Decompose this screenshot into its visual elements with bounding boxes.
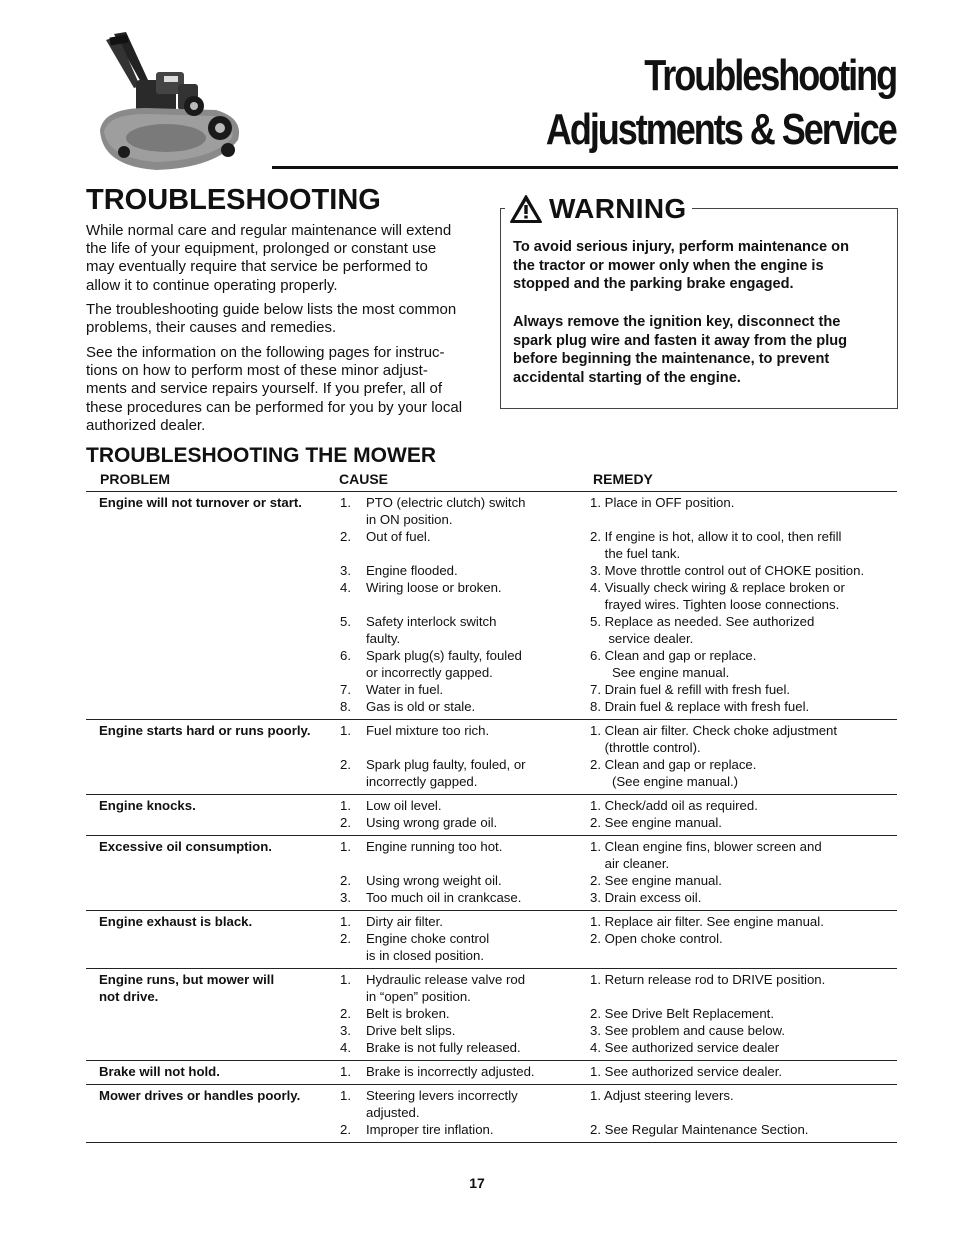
cause-number: 1. bbox=[340, 972, 351, 987]
problem-text: Engine starts hard or runs poorly. bbox=[99, 723, 311, 738]
cause-number: 1. bbox=[340, 798, 351, 813]
cause-text: Drive belt slips. bbox=[366, 1023, 456, 1038]
warning-header bbox=[505, 193, 692, 225]
cause-number: 1. bbox=[340, 914, 351, 929]
warning-paragraph-1: To avoid serious injury, perform maintenance on the tractor or mower only when the engine is stopped and the parking brake engaged. bbox=[513, 239, 849, 293]
column-header-cause: CAUSE bbox=[339, 471, 389, 487]
intro-paragraph-1: While normal care and regular maintenance will extend the life of your equipment, prolonged or constant use may eventually require that service be performed to allow it to continue operating properly. bbox=[86, 222, 452, 294]
cause-number: 2. bbox=[340, 529, 351, 544]
cause-number: 2. bbox=[340, 815, 351, 830]
warning-paragraph-2: Always remove the ignition key, disconnect the spark plug wire and fasten it away from the plug before beginning the maintenance, to prevent accidental starting of the engine. bbox=[513, 314, 848, 386]
cause-text: in ON position. bbox=[366, 512, 453, 527]
cause-number: 4. bbox=[340, 580, 351, 595]
problem-text: Excessive oil consumption. bbox=[99, 839, 272, 854]
problem-text: Mower drives or handles poorly. bbox=[99, 1088, 301, 1103]
remedy-text: 6. Clean and gap or replace. bbox=[590, 648, 757, 663]
table-row-rule bbox=[86, 1084, 897, 1085]
column-header-remedy: REMEDY bbox=[593, 471, 653, 487]
cause-text: Wiring loose or broken. bbox=[366, 580, 502, 595]
warning-triangle-icon bbox=[509, 194, 543, 224]
cause-text: Fuel mixture too rich. bbox=[366, 723, 490, 738]
remedy-text: 1. Replace air filter. See engine manual. bbox=[590, 914, 824, 929]
cause-number: 1. bbox=[340, 839, 351, 854]
cause-text: Using wrong weight oil. bbox=[366, 873, 502, 888]
remedy-text: 2. See engine manual. bbox=[590, 873, 722, 888]
cause-text: Brake is incorrectly adjusted. bbox=[366, 1064, 535, 1079]
problem-text: Engine exhaust is black. bbox=[99, 914, 253, 929]
remedy-text: 7. Drain fuel & refill with fresh fuel. bbox=[590, 682, 791, 697]
table-row-rule bbox=[86, 794, 897, 795]
cause-number: 7. bbox=[340, 682, 351, 697]
table-row-rule bbox=[86, 1142, 897, 1143]
page-number: 17 bbox=[469, 1175, 485, 1191]
remedy-text: (See engine manual.) bbox=[590, 774, 739, 789]
table-row-rule bbox=[86, 968, 897, 969]
cause-text: Safety interlock switch bbox=[366, 614, 497, 629]
problem-text: Brake will not hold. bbox=[99, 1064, 220, 1079]
cause-number: 5. bbox=[340, 614, 351, 629]
header-rule bbox=[272, 166, 898, 169]
remedy-text: 1. Clean air filter. Check choke adjustment bbox=[590, 723, 838, 738]
cause-text: Brake is not fully released. bbox=[366, 1040, 521, 1055]
cause-text: in “open” position. bbox=[366, 989, 471, 1004]
cause-number: 3. bbox=[340, 563, 351, 578]
column-header-problem: PROBLEM bbox=[100, 471, 170, 487]
mower-illustration bbox=[96, 28, 246, 178]
table-row-rule bbox=[86, 835, 897, 836]
cause-text: Engine flooded. bbox=[366, 563, 458, 578]
cause-number: 2. bbox=[340, 873, 351, 888]
remedy-text: (throttle control). bbox=[590, 740, 701, 755]
remedy-text: 2. See Regular Maintenance Section. bbox=[590, 1122, 809, 1137]
cause-text: PTO (electric clutch) switch bbox=[366, 495, 526, 510]
remedy-text: 1. Place in OFF position. bbox=[590, 495, 735, 510]
problem-text: Engine will not turnover or start. bbox=[99, 495, 302, 510]
cause-text: Gas is old or stale. bbox=[366, 699, 476, 714]
remedy-text: 1. Check/add oil as required. bbox=[590, 798, 758, 813]
intro-paragraph-3: See the information on the following pages for instruc- tions on how to perform most of these minor adjust- ments and service repairs yourself. If you prefer, all of these procedures can be performed for you by your local authorized dealer. bbox=[86, 344, 463, 434]
remedy-text: service dealer. bbox=[590, 631, 694, 646]
intro-paragraph-2: The troubleshooting guide below lists the most common problems, their causes and remedies. bbox=[86, 301, 457, 337]
cause-number: 1. bbox=[340, 495, 351, 510]
remedy-text: 2. If engine is hot, allow it to cool, then refill bbox=[590, 529, 842, 544]
cause-number: 2. bbox=[340, 1006, 351, 1021]
remedy-text: 1. See authorized service dealer. bbox=[590, 1064, 783, 1079]
problem-text: not drive. bbox=[99, 989, 159, 1004]
cause-number: 1. bbox=[340, 723, 351, 738]
remedy-text: air cleaner. bbox=[590, 856, 670, 871]
cause-text: Engine running too hot. bbox=[366, 839, 503, 854]
cause-number: 4. bbox=[340, 1040, 351, 1055]
cause-number: 2. bbox=[340, 757, 351, 772]
remedy-text: 2. See Drive Belt Replacement. bbox=[590, 1006, 774, 1021]
remedy-text: 2. Open choke control. bbox=[590, 931, 723, 946]
cause-number: 8. bbox=[340, 699, 351, 714]
cause-number: 1. bbox=[340, 1064, 351, 1079]
cause-text: Belt is broken. bbox=[366, 1006, 450, 1021]
cause-number: 2. bbox=[340, 1122, 351, 1137]
cause-number: 2. bbox=[340, 931, 351, 946]
table-heading: TROUBLESHOOTING THE MOWER bbox=[86, 444, 436, 467]
remedy-text: 3. See problem and cause below. bbox=[590, 1023, 786, 1038]
remedy-text: 3. Drain excess oil. bbox=[590, 890, 702, 905]
cause-text: Water in fuel. bbox=[366, 682, 444, 697]
cause-text: Out of fuel. bbox=[366, 529, 431, 544]
cause-text: adjusted. bbox=[366, 1105, 420, 1120]
table-row-rule bbox=[86, 719, 897, 720]
cause-text: Spark plug faulty, fouled, or bbox=[366, 757, 526, 772]
remedy-text: the fuel tank. bbox=[590, 546, 681, 561]
remedy-text: 8. Drain fuel & replace with fresh fuel. bbox=[590, 699, 810, 714]
cause-text: Spark plug(s) faulty, fouled bbox=[366, 648, 522, 663]
cause-text: Using wrong grade oil. bbox=[366, 815, 498, 830]
cause-text: Too much oil in crankcase. bbox=[366, 890, 522, 905]
remedy-text: 1. Return release rod to DRIVE position. bbox=[590, 972, 826, 987]
table-row-rule bbox=[86, 1060, 897, 1061]
problem-text: Engine runs, but mower will bbox=[99, 972, 275, 987]
cause-number: 6. bbox=[340, 648, 351, 663]
cause-text: or incorrectly gapped. bbox=[366, 665, 493, 680]
remedy-text: 5. Replace as needed. See authorized bbox=[590, 614, 815, 629]
remedy-text: 2. See engine manual. bbox=[590, 815, 722, 830]
remedy-text: 4. See authorized service dealer bbox=[590, 1040, 780, 1055]
cause-text: Low oil level. bbox=[366, 798, 442, 813]
problem-text: Engine knocks. bbox=[99, 798, 196, 813]
cause-text: incorrectly gapped. bbox=[366, 774, 478, 789]
remedy-text: 2. Clean and gap or replace. bbox=[590, 757, 757, 772]
page-title-line-1: Troubleshooting bbox=[644, 51, 896, 100]
cause-text: Steering levers incorrectly bbox=[366, 1088, 518, 1103]
cause-number: 3. bbox=[340, 1023, 351, 1038]
section-heading: TROUBLESHOOTING bbox=[86, 184, 381, 216]
cause-text: Improper tire inflation. bbox=[366, 1122, 494, 1137]
cause-number: 1. bbox=[340, 1088, 351, 1103]
cause-text: Hydraulic release valve rod bbox=[366, 972, 526, 987]
table-row-rule bbox=[86, 910, 897, 911]
table-header-rule bbox=[86, 491, 897, 492]
cause-text: is in closed position. bbox=[366, 948, 485, 963]
remedy-text: 3. Move throttle control out of CHOKE position. bbox=[590, 563, 865, 578]
remedy-text: See engine manual. bbox=[590, 665, 730, 680]
remedy-text: 1. Clean engine fins, blower screen and bbox=[590, 839, 822, 854]
cause-number: 3. bbox=[340, 890, 351, 905]
remedy-text: 4. Visually check wiring & replace broken or bbox=[590, 580, 845, 595]
warning-label: WARNING bbox=[549, 193, 687, 224]
page-title-line-2: Adjustments & Service bbox=[546, 105, 896, 154]
remedy-text: 1. Adjust steering levers. bbox=[590, 1088, 734, 1103]
remedy-text: frayed wires. Tighten loose connections. bbox=[590, 597, 840, 612]
cause-text: Engine choke control bbox=[366, 931, 490, 946]
cause-text: Dirty air filter. bbox=[366, 914, 443, 929]
cause-text: faulty. bbox=[366, 631, 401, 646]
